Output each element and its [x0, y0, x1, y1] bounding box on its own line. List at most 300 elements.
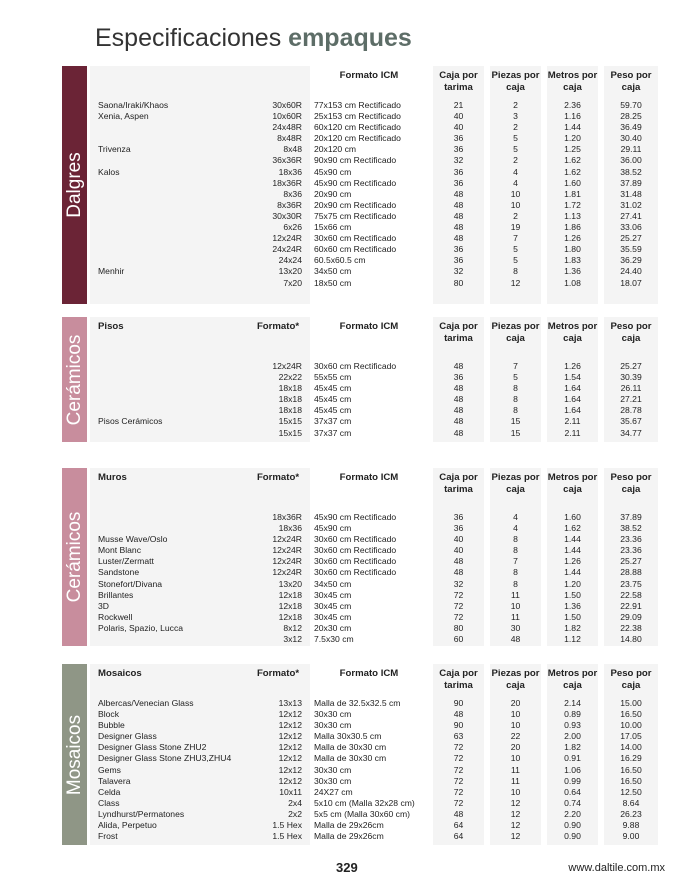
product-cell [90, 512, 248, 523]
format-icm-cell: 60x60 cm Rectificado [314, 244, 397, 255]
format-icm-cell: 30x60 cm Rectificado [314, 556, 397, 567]
weight-per-box-cell: 31.48 [620, 188, 642, 199]
weight-per-box-cell: 22.58 [620, 589, 642, 600]
product-cell [90, 394, 248, 405]
format-icm-cell: 5x10 cm (Malla 32x28 cm) [314, 797, 415, 808]
weight-per-box-cell: 37.89 [620, 177, 642, 188]
format-icm-cell: 30x30 cm [314, 709, 352, 720]
weight-per-box-cell: 26.11 [620, 383, 642, 394]
pieces-per-box-cell: 10 [510, 188, 521, 199]
pieces-per-box-cell: 10 [510, 720, 521, 731]
meters-per-box-cell: 1.82 [564, 622, 581, 633]
weight-per-box-cell: 36.00 [620, 155, 642, 166]
pieces-per-box-cell: 5 [513, 244, 518, 255]
product-cell: Menhir [98, 266, 125, 277]
meters-per-box-cell: 2.11 [564, 427, 581, 438]
pieces-per-box-cell: 22 [510, 731, 521, 742]
meters-per-box-cell: 1.44 [564, 534, 581, 545]
column-header: Caja por tarima [439, 70, 478, 93]
pieces-per-box-cell: 11 [511, 589, 520, 600]
meters-per-box-cell: 1.64 [564, 383, 581, 394]
weight-per-box-cell: 31.02 [620, 199, 642, 210]
pieces-per-box-cell: 4 [513, 512, 518, 522]
table-row [90, 111, 661, 122]
meters-per-box-cell: 1.54 [564, 372, 581, 383]
format-icm-cell: 45x90 cm Rectificado [314, 177, 397, 188]
weight-per-box-cell: 15.00 [620, 698, 642, 708]
column-header [248, 70, 308, 100]
table-row [90, 278, 661, 289]
meters-per-box-cell: 2.20 [564, 808, 581, 819]
table-row [90, 189, 661, 200]
table-row [90, 742, 661, 753]
meters-per-box-cell: 0.93 [564, 720, 581, 731]
sidebar-label: Cerámicos [63, 334, 85, 425]
meters-per-box-cell: 1.26 [564, 361, 581, 371]
format-cell: 10x60R [272, 111, 302, 122]
weight-per-box-cell: 9.00 [622, 831, 640, 842]
meters-per-box-cell: 1.81 [564, 188, 581, 199]
format-icm-cell: 30x45 cm [314, 611, 352, 622]
weight-per-box-cell: 38.52 [620, 523, 642, 534]
format-cell: 2x2 [288, 808, 302, 819]
format-icm-cell: 90x90 cm Rectificado [314, 155, 397, 166]
format-icm-cell: Malla de 32.5x32.5 cm [314, 698, 401, 708]
pieces-per-box-cell: 8 [513, 394, 518, 405]
table-row [90, 634, 661, 645]
boxes-per-pallet-cell: 48 [453, 427, 464, 438]
format-cell: 18x18 [278, 394, 302, 405]
weight-per-box-cell: 24.40 [620, 266, 642, 277]
section-sidebar [62, 468, 87, 646]
table-row [90, 178, 661, 189]
format-icm-cell: 24X27 cm [314, 786, 353, 797]
column-header: Piezas por caja [491, 321, 540, 344]
table-row [90, 523, 661, 534]
boxes-per-pallet-cell: 48 [453, 556, 464, 567]
table-row [90, 167, 661, 178]
weight-per-box-cell: 29.09 [620, 611, 642, 622]
format-cell: 1.5 Hex [272, 820, 302, 831]
product-cell [90, 178, 248, 189]
weight-per-box-cell: 16.50 [620, 709, 642, 720]
weight-per-box-cell: 16.29 [620, 753, 642, 764]
product-cell [90, 200, 248, 211]
meters-per-box-cell: 1.72 [564, 199, 581, 210]
boxes-per-pallet-cell: 36 [453, 372, 464, 383]
meters-per-box-cell: 0.91 [564, 753, 581, 764]
weight-per-box-cell: 18.07 [620, 277, 642, 288]
weight-per-box-cell: 23.75 [620, 578, 642, 589]
section-ceramicos-muros [62, 468, 664, 646]
table-row [90, 731, 661, 742]
product-cell [90, 523, 248, 534]
table-row [90, 383, 661, 394]
meters-per-box-cell: 1.50 [564, 611, 581, 622]
column-header: Formato* [256, 472, 300, 483]
pieces-per-box-cell: 19 [510, 222, 521, 233]
format-cell: 12x18 [278, 611, 302, 622]
weight-per-box-cell: 16.50 [620, 764, 642, 775]
pieces-per-box-cell: 10 [510, 753, 521, 764]
format-icm-cell: 25x153 cm Rectificado [314, 111, 401, 122]
pieces-per-box-cell: 4 [513, 523, 518, 534]
meters-per-box-cell: 1.60 [564, 512, 581, 522]
pieces-per-box-cell: 48 [510, 634, 521, 645]
table-row [90, 753, 661, 764]
weight-per-box-cell: 16.50 [620, 775, 642, 786]
pieces-per-box-cell: 5 [513, 372, 518, 383]
boxes-per-pallet-cell: 72 [453, 600, 464, 611]
pieces-per-box-cell: 10 [510, 600, 521, 611]
meters-per-box-cell: 1.06 [564, 764, 581, 775]
format-cell: 12x24R [272, 567, 302, 578]
format-cell: 12x24R [272, 556, 302, 567]
weight-per-box-cell: 12.50 [620, 786, 642, 797]
meters-per-box-cell: 1.80 [564, 244, 581, 255]
column-header: Caja por tarima [439, 668, 478, 691]
product-cell [90, 634, 248, 645]
boxes-per-pallet-cell: 36 [453, 255, 464, 266]
format-cell: 18x18 [278, 405, 302, 416]
weight-per-box-cell: 28.88 [620, 567, 642, 578]
product-cell: Bubble [98, 720, 125, 731]
format-icm-cell: 30x45 cm [314, 589, 352, 600]
boxes-per-pallet-cell: 36 [453, 244, 464, 255]
format-icm-cell: 20x30 cm [314, 622, 352, 633]
format-icm-cell: 34x50 cm [314, 266, 352, 277]
boxes-per-pallet-cell: 48 [453, 199, 464, 210]
format-cell: 8x36 [283, 188, 302, 199]
table-row [90, 122, 661, 133]
pieces-per-box-cell: 10 [510, 786, 521, 797]
meters-per-box-cell: 1.82 [564, 742, 581, 753]
table-row [90, 266, 661, 277]
pieces-per-box-cell: 15 [510, 427, 521, 438]
format-icm-cell: 34x50 cm [314, 578, 352, 589]
pieces-per-box-cell: 11 [511, 764, 520, 775]
format-cell: 12x12 [278, 764, 302, 775]
format-icm-cell: 30x60 cm Rectificado [314, 545, 397, 556]
format-icm-cell: 30x60 cm Rectificado [314, 534, 397, 545]
table-row [90, 698, 661, 709]
table-row [90, 776, 661, 787]
boxes-per-pallet-cell: 48 [453, 188, 464, 199]
format-cell: 10x11 [279, 786, 302, 797]
column-header: Formato ICM [339, 70, 399, 81]
format-cell: 3x12 [283, 634, 302, 645]
weight-per-box-cell: 33.06 [620, 222, 642, 233]
pieces-per-box-cell: 12 [510, 831, 521, 842]
boxes-per-pallet-cell: 48 [453, 709, 464, 720]
table-row [90, 720, 661, 731]
product-cell: 3D [98, 600, 109, 611]
format-cell: 12x24R [272, 361, 302, 371]
format-icm-cell: 30x60 cm Rectificado [314, 567, 397, 578]
weight-per-box-cell: 29.11 [620, 144, 642, 155]
product-cell: Pisos Cerámicos [98, 416, 163, 427]
format-icm-cell: 30x30 cm [314, 720, 352, 731]
pieces-per-box-cell: 8 [513, 567, 518, 578]
format-icm-cell: 20x120 cm [314, 144, 357, 155]
format-cell: 2x4 [288, 797, 302, 808]
table-row [90, 416, 661, 427]
product-cell [90, 233, 248, 244]
format-icm-cell: Malla de 29x26cm [314, 831, 384, 842]
table-row [90, 623, 661, 634]
meters-per-box-cell: 1.44 [564, 567, 581, 578]
column-header: Caja por tarima [439, 321, 478, 344]
boxes-per-pallet-cell: 36 [453, 133, 464, 144]
page-title [95, 24, 412, 53]
weight-per-box-cell: 17.05 [620, 731, 642, 742]
product-cell: Frost [98, 831, 118, 842]
boxes-per-pallet-cell: 32 [453, 578, 464, 589]
weight-per-box-cell: 10.00 [620, 720, 642, 731]
boxes-per-pallet-cell: 90 [453, 720, 464, 731]
boxes-per-pallet-cell: 80 [453, 622, 464, 633]
format-cell: 24x48R [272, 122, 302, 133]
table-header-row [90, 321, 661, 351]
table-row [90, 222, 661, 233]
page-number: 329 [336, 860, 358, 875]
meters-per-box-cell: 1.62 [564, 155, 581, 166]
product-cell [90, 405, 248, 416]
pieces-per-box-cell: 15 [510, 416, 521, 427]
spec-table [90, 472, 661, 645]
pieces-per-box-cell: 8 [513, 405, 518, 416]
product-cell: Xenia, Aspen [98, 111, 149, 122]
table-row [90, 556, 661, 567]
product-cell [90, 255, 248, 266]
product-cell: Designer Glass Stone ZHU3,ZHU4 [98, 753, 232, 764]
format-icm-cell: Malla de 30x30 cm [314, 742, 387, 753]
weight-per-box-cell: 23.36 [620, 534, 642, 545]
format-icm-cell: 7.5x30 cm [314, 634, 354, 645]
product-cell: Albercas/Venecian Glass [98, 698, 194, 708]
weight-per-box-cell: 25.27 [620, 361, 642, 371]
format-icm-cell: 37x37 cm [314, 416, 352, 427]
product-cell: Trivenza [98, 144, 131, 155]
product-cell [90, 361, 248, 372]
format-cell: 13x20 [278, 578, 302, 589]
format-icm-cell: 45x45 cm [314, 405, 352, 416]
format-cell: 18x36 [278, 523, 302, 534]
table-row [90, 545, 661, 556]
section-sidebar [62, 66, 87, 304]
format-icm-cell: 75x75 cm Rectificado [314, 210, 397, 221]
product-cell [90, 278, 248, 289]
format-cell: 15x15 [278, 416, 302, 427]
boxes-per-pallet-cell: 72 [453, 786, 464, 797]
boxes-per-pallet-cell: 72 [453, 611, 464, 622]
column-header: Formato ICM [339, 321, 399, 332]
meters-per-box-cell: 1.62 [564, 166, 581, 177]
meters-per-box-cell: 1.62 [564, 523, 581, 534]
pieces-per-box-cell: 5 [513, 144, 518, 155]
format-cell: 12x12 [278, 742, 302, 753]
format-icm-cell: 55x55 cm [314, 372, 352, 383]
meters-per-box-cell: 0.64 [564, 786, 581, 797]
table-row [90, 612, 661, 623]
column-header: Formato* [256, 668, 300, 679]
column-header: Formato ICM [339, 668, 399, 679]
table-row [90, 601, 661, 612]
table-row [90, 787, 661, 798]
table-row [90, 512, 661, 523]
meters-per-box-cell: 1.20 [564, 578, 581, 589]
product-cell: Stonefort/Divana [98, 578, 163, 589]
format-icm-cell: 37x37 cm [314, 427, 352, 438]
sidebar-label: Dalgres [63, 152, 85, 218]
format-cell: 18x18 [278, 383, 302, 394]
pieces-per-box-cell: 3 [513, 111, 518, 122]
table-row [90, 428, 661, 439]
format-cell: 12x24R [272, 545, 302, 556]
boxes-per-pallet-cell: 72 [453, 742, 464, 753]
product-cell: Celda [98, 786, 121, 797]
format-cell: 7x20 [283, 277, 302, 288]
product-cell [90, 244, 248, 255]
meters-per-box-cell: 1.60 [564, 177, 581, 188]
product-cell: Brillantes [98, 589, 134, 600]
product-cell [90, 222, 248, 233]
weight-per-box-cell: 27.21 [620, 394, 642, 405]
pieces-per-box-cell: 10 [510, 709, 521, 720]
format-icm-cell: 60.5x60.5 cm [314, 255, 366, 266]
meters-per-box-cell: 1.26 [564, 556, 581, 567]
meters-per-box-cell: 1.86 [564, 222, 581, 233]
boxes-per-pallet-cell: 48 [453, 233, 464, 244]
format-cell: 12x18 [278, 589, 302, 600]
pieces-per-box-cell: 7 [513, 233, 518, 244]
boxes-per-pallet-cell: 32 [453, 155, 464, 166]
format-icm-cell: 30x45 cm [314, 600, 352, 611]
meters-per-box-cell: 1.50 [564, 589, 581, 600]
weight-per-box-cell: 37.89 [620, 512, 642, 522]
product-cell: Rockwell [98, 611, 133, 622]
column-header: Formato* [256, 321, 300, 332]
boxes-per-pallet-cell: 48 [453, 361, 464, 371]
table-row [90, 200, 661, 211]
pieces-per-box-cell: 20 [510, 742, 521, 753]
pieces-per-box-cell: 30 [510, 622, 521, 633]
boxes-per-pallet-cell: 48 [453, 383, 464, 394]
boxes-per-pallet-cell: 40 [453, 111, 464, 122]
format-icm-cell: 30x30 cm [314, 764, 352, 775]
table-row [90, 255, 661, 266]
product-cell [90, 122, 248, 133]
format-icm-cell: 20x90 cm Rectificado [314, 199, 397, 210]
pieces-per-box-cell: 4 [513, 166, 518, 177]
pieces-per-box-cell: 2 [513, 210, 518, 221]
column-header: Metros por caja [547, 472, 598, 495]
weight-per-box-cell: 28.25 [620, 111, 642, 122]
format-cell: 8x36R [277, 199, 302, 210]
format-cell: 12x12 [278, 709, 302, 720]
pieces-per-box-cell: 5 [513, 133, 518, 144]
meters-per-box-cell: 0.90 [564, 820, 581, 831]
table-row [90, 405, 661, 416]
title-bold: empaques [288, 24, 412, 52]
weight-per-box-cell: 38.52 [620, 166, 642, 177]
meters-per-box-cell: 1.64 [564, 394, 581, 405]
table-row [90, 567, 661, 578]
table-row [90, 361, 661, 372]
format-cell: 24x24 [278, 255, 302, 266]
meters-per-box-cell: 0.90 [564, 831, 581, 842]
weight-per-box-cell: 14.80 [620, 634, 642, 645]
product-cell [90, 372, 248, 383]
meters-per-box-cell: 1.25 [564, 144, 581, 155]
weight-per-box-cell: 25.27 [620, 233, 642, 244]
format-cell: 13x20 [278, 266, 302, 277]
format-icm-cell: Malla de 29x26cm [314, 820, 384, 831]
boxes-per-pallet-cell: 40 [453, 534, 464, 545]
boxes-per-pallet-cell: 72 [453, 775, 464, 786]
pieces-per-box-cell: 12 [510, 797, 521, 808]
product-cell: Talavera [98, 775, 131, 786]
table-row [90, 233, 661, 244]
weight-per-box-cell: 14.00 [620, 742, 642, 753]
product-cell: Luster/Zermatt [98, 556, 154, 567]
boxes-per-pallet-cell: 36 [453, 512, 464, 522]
table-row [90, 809, 661, 820]
boxes-per-pallet-cell: 36 [453, 144, 464, 155]
pieces-per-box-cell: 8 [513, 383, 518, 394]
column-header: Piezas por caja [491, 668, 540, 691]
format-cell: 18x36R [272, 177, 302, 188]
column-header: Piezas por caja [491, 472, 540, 495]
product-cell [90, 133, 248, 144]
column-header: Pisos [98, 321, 124, 332]
format-icm-cell: Malla de 30x30 cm [314, 753, 387, 764]
format-icm-cell: Malla 30x30.5 cm [314, 731, 382, 742]
product-cell: Musse Wave/Oslo [98, 534, 168, 545]
pieces-per-box-cell: 8 [513, 545, 518, 556]
format-cell: 30x30R [272, 210, 302, 221]
weight-per-box-cell: 34.77 [620, 427, 642, 438]
format-cell: 36x36R [272, 155, 302, 166]
column-header: Formato ICM [339, 472, 399, 483]
product-cell: Sandstone [98, 567, 140, 578]
product-cell: Alida, Perpetuo [98, 820, 157, 831]
meters-per-box-cell: 0.89 [564, 709, 581, 720]
format-icm-cell: 60x120 cm Rectificado [314, 122, 401, 133]
column-header: Mosaicos [98, 668, 142, 679]
meters-per-box-cell: 1.12 [564, 634, 581, 645]
boxes-per-pallet-cell: 48 [453, 210, 464, 221]
table-row [90, 831, 661, 842]
boxes-per-pallet-cell: 36 [453, 523, 464, 534]
table-row [90, 394, 661, 405]
website-url: www.daltile.com.mx [568, 862, 665, 874]
section-ceramicos-pisos [62, 317, 664, 442]
table-row [90, 211, 661, 222]
pieces-per-box-cell: 5 [513, 255, 518, 266]
spec-table [90, 70, 661, 289]
pieces-per-box-cell: 11 [511, 775, 520, 786]
product-cell: Polaris, Spazio, Lucca [98, 622, 184, 633]
sidebar-label: Mosaicos [63, 714, 85, 795]
table-header-row [90, 70, 661, 100]
format-icm-cell: 18x50 cm [314, 277, 352, 288]
weight-per-box-cell: 36.29 [620, 255, 642, 266]
product-cell: Gems [98, 764, 121, 775]
pieces-per-box-cell: 8 [513, 266, 518, 277]
boxes-per-pallet-cell: 36 [453, 177, 464, 188]
weight-per-box-cell: 59.70 [620, 100, 642, 110]
